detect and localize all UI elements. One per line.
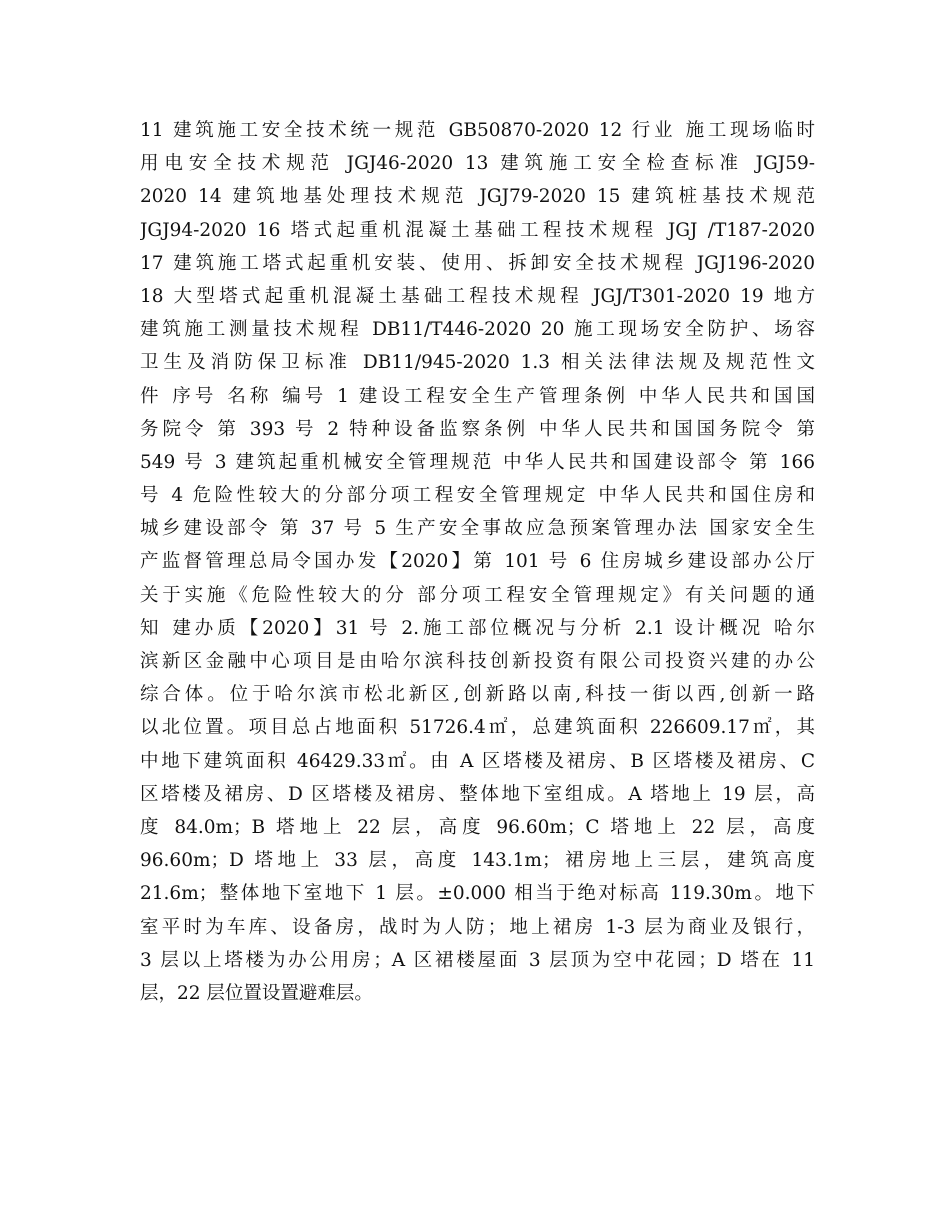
text-line: 件 序号 名称 编号 1 建设工程安全生产管理条例 中华人民共和国国 bbox=[140, 385, 815, 407]
text-line: 城乡建设部令 第 37 号 5 生产安全事故应急预案管理办法 国家安全生 bbox=[140, 518, 815, 540]
text-line: 务院令 第 393 号 2 特种设备监察条例 中华人民共和国国务院令 第 bbox=[140, 418, 815, 440]
text-line: 滨新区金融中心项目是由哈尔滨科技创新投资有限公司投资兴建的办公 bbox=[140, 651, 815, 672]
text-line: 卫生及消防保卫标准 DB11/945-2020 1.3 相关法律法规及规范性文 bbox=[140, 352, 815, 374]
text-line: 549 号 3 建筑起重机械安全管理规范 中华人民共和国建设部令 第 166 bbox=[140, 451, 815, 473]
text-line: 2020 14 建筑地基处理技术规范 JGJ79-2020 15 建筑桩基技术规范 bbox=[140, 186, 815, 208]
text-line: 18 大型塔式起重机混凝土基础工程技术规程 JGJ/T301-2020 19 地方 bbox=[140, 285, 815, 307]
text-line: 中地下建筑面积 46429.33㎡。由 A 区塔楼及裙房、B 区塔楼及裙房、C bbox=[140, 750, 815, 772]
text-line: 度 84.0m；B 塔地上 22 层，高度 96.60m；C 塔地上 22 层，高度 bbox=[140, 816, 815, 838]
text-line: 用电安全技术规范 JGJ46-2020 13 建筑施工安全检查标准 JGJ59- bbox=[140, 153, 815, 175]
text-line: 17 建筑施工塔式起重机安装、使用、拆卸安全技术规程 JGJ196-2020 bbox=[140, 252, 815, 274]
text-line: 层，22 层位置设置避难层。 bbox=[140, 982, 373, 1004]
text-line: 96.60m；D 塔地上 33 层，高度 143.1m；裙房地上三层，建筑高度 bbox=[140, 850, 815, 872]
text-line: 室平时为车库、设备房，战时为人防；地上裙房 1-3 层为商业及银行， bbox=[140, 916, 815, 938]
text-line: 3 层以上塔楼为办公用房；A 区裙楼屋面 3 层顶为空中花园；D 塔在 11 bbox=[140, 949, 815, 971]
text-line: 建筑施工测量技术规程 DB11/T446-2020 20 施工现场安全防护、场容 bbox=[140, 319, 815, 341]
text-line: 11 建筑施工安全技术统一规范 GB50870-2020 12 行业 施工现场临时 bbox=[140, 120, 815, 141]
text-line: 知 建办质【2020】31 号 2.施工部位概况与分析 2.1 设计概况 哈尔 bbox=[140, 617, 815, 639]
text-line: 21.6m；整体地下室地下 1 层。±0.000 相当于绝对标高 119.30m。地下 bbox=[140, 883, 815, 905]
text-line: JGJ94-2020 16 塔式起重机混凝土基础工程技术规程 JGJ /T187-2020 bbox=[140, 219, 815, 241]
text-line: 关于实施《危险性较大的分 部分项工程安全管理规定》有关问题的通 bbox=[140, 584, 815, 606]
text-line: 以北位置。项目总占地面积 51726.4㎡，总建筑面积 226609.17㎡，其 bbox=[140, 717, 815, 739]
document-body bbox=[140, 114, 815, 1010]
text-line: 区塔楼及裙房、D 区塔楼及裙房、整体地下室组成。A 塔地上 19 层，高 bbox=[140, 783, 815, 805]
text-line: 号 4 危险性较大的分部分项工程安全管理规定 中华人民共和国住房和 bbox=[140, 485, 815, 507]
text-line: 综合体。位于哈尔滨市松北新区,创新路以南,科技一街以西,创新一路 bbox=[140, 684, 815, 706]
text-line: 产监督管理总局令国办发【2020】第 101 号 6 住房城乡建设部办公厅 bbox=[140, 551, 815, 573]
